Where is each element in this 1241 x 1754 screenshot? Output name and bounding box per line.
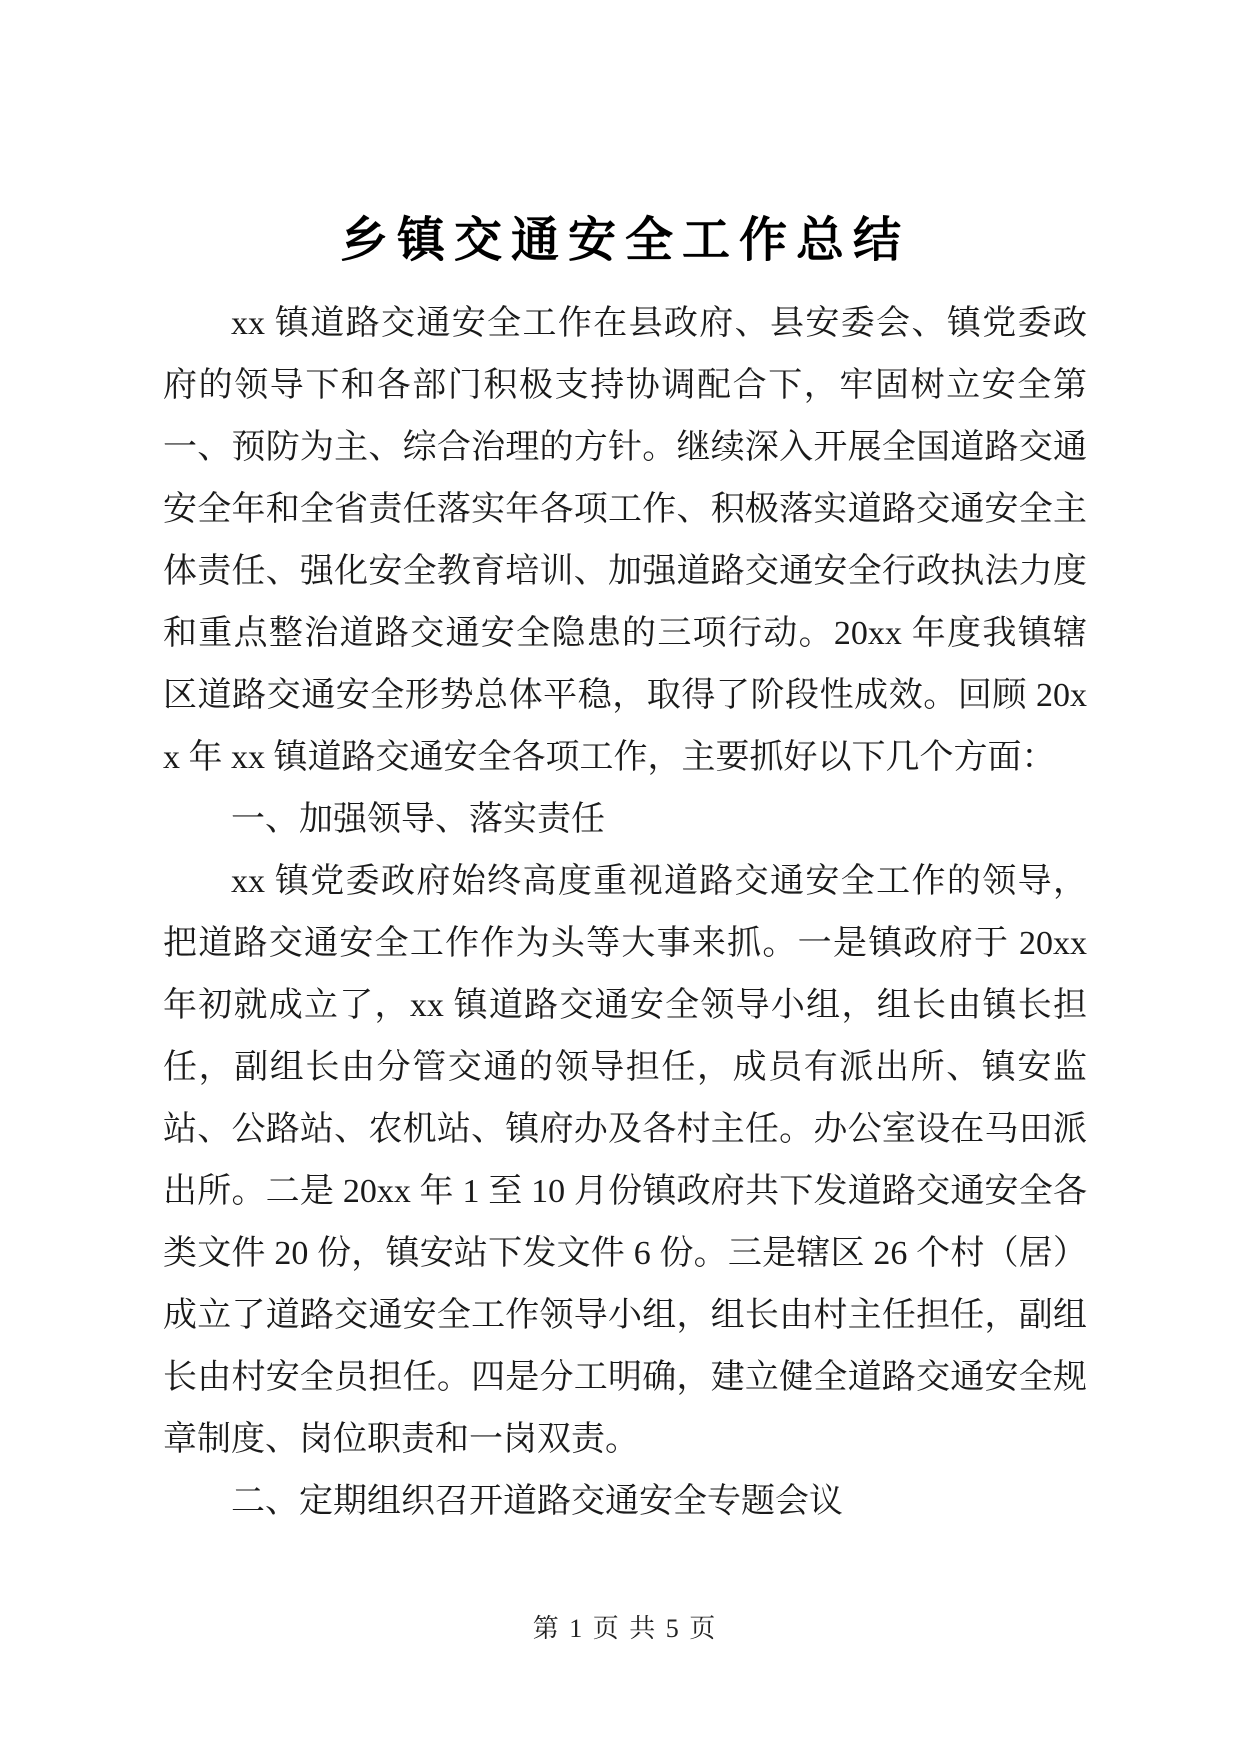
section-heading-1: 一、加强领导、落实责任 — [231, 801, 605, 838]
document-body — [163, 205, 1087, 1533]
paragraph-section-1: xx 镇党委政府始终高度重视道路交通安全工作的领导，把道路交通安全工作作为头等大事来抓。一是镇政府于 20xx 年初就成立了，xx 镇道路交通安全领导小组，组长由镇长担任，副组长由分管交通的领导担任，成员有派出所、镇安监站、公路站、农机站、镇府办及各村主任。办公室设在马田派出所。二是 20xx 年 1 至 10 月份镇政府共下发道路交通安全各类文件 20 份，镇安站下发文件 6 份。三是辖区 26 个村（居）成立了道路交通安全工作领导小组，组长由村主任担任，副组长由村安全员担任。四是分工明确，建立健全道路交通安全规章制度、岗位职责和一岗双责。 — [163, 863, 1087, 1458]
document-title: 乡镇交通安全工作总结 — [339, 214, 910, 267]
section-heading-2: 二、定期组织召开道路交通安全专题会议 — [231, 1483, 843, 1520]
paragraph-intro: xx 镇道路交通安全工作在县政府、县安委会、镇党委政府的领导下和各部门积极支持协调配合下，牢固树立安全第一、预防为主、综合治理的方针。继续深入开展全国道路交通安全年和全省责任落实年各项工作、积极落实道路交通安全主体责任、强化安全教育培训、加强道路交通安全行政执法力度和重点整治道路交通安全隐患的三项行动。20xx 年度我镇辖区道路交通安全形势总体平稳，取得了阶段性成效。回顾 20xx 年 xx 镇道路交通安全各项工作，主要抓好以下几个方面： — [163, 305, 1087, 776]
page-footer: 第 1 页 共 5 页 — [532, 1614, 718, 1643]
